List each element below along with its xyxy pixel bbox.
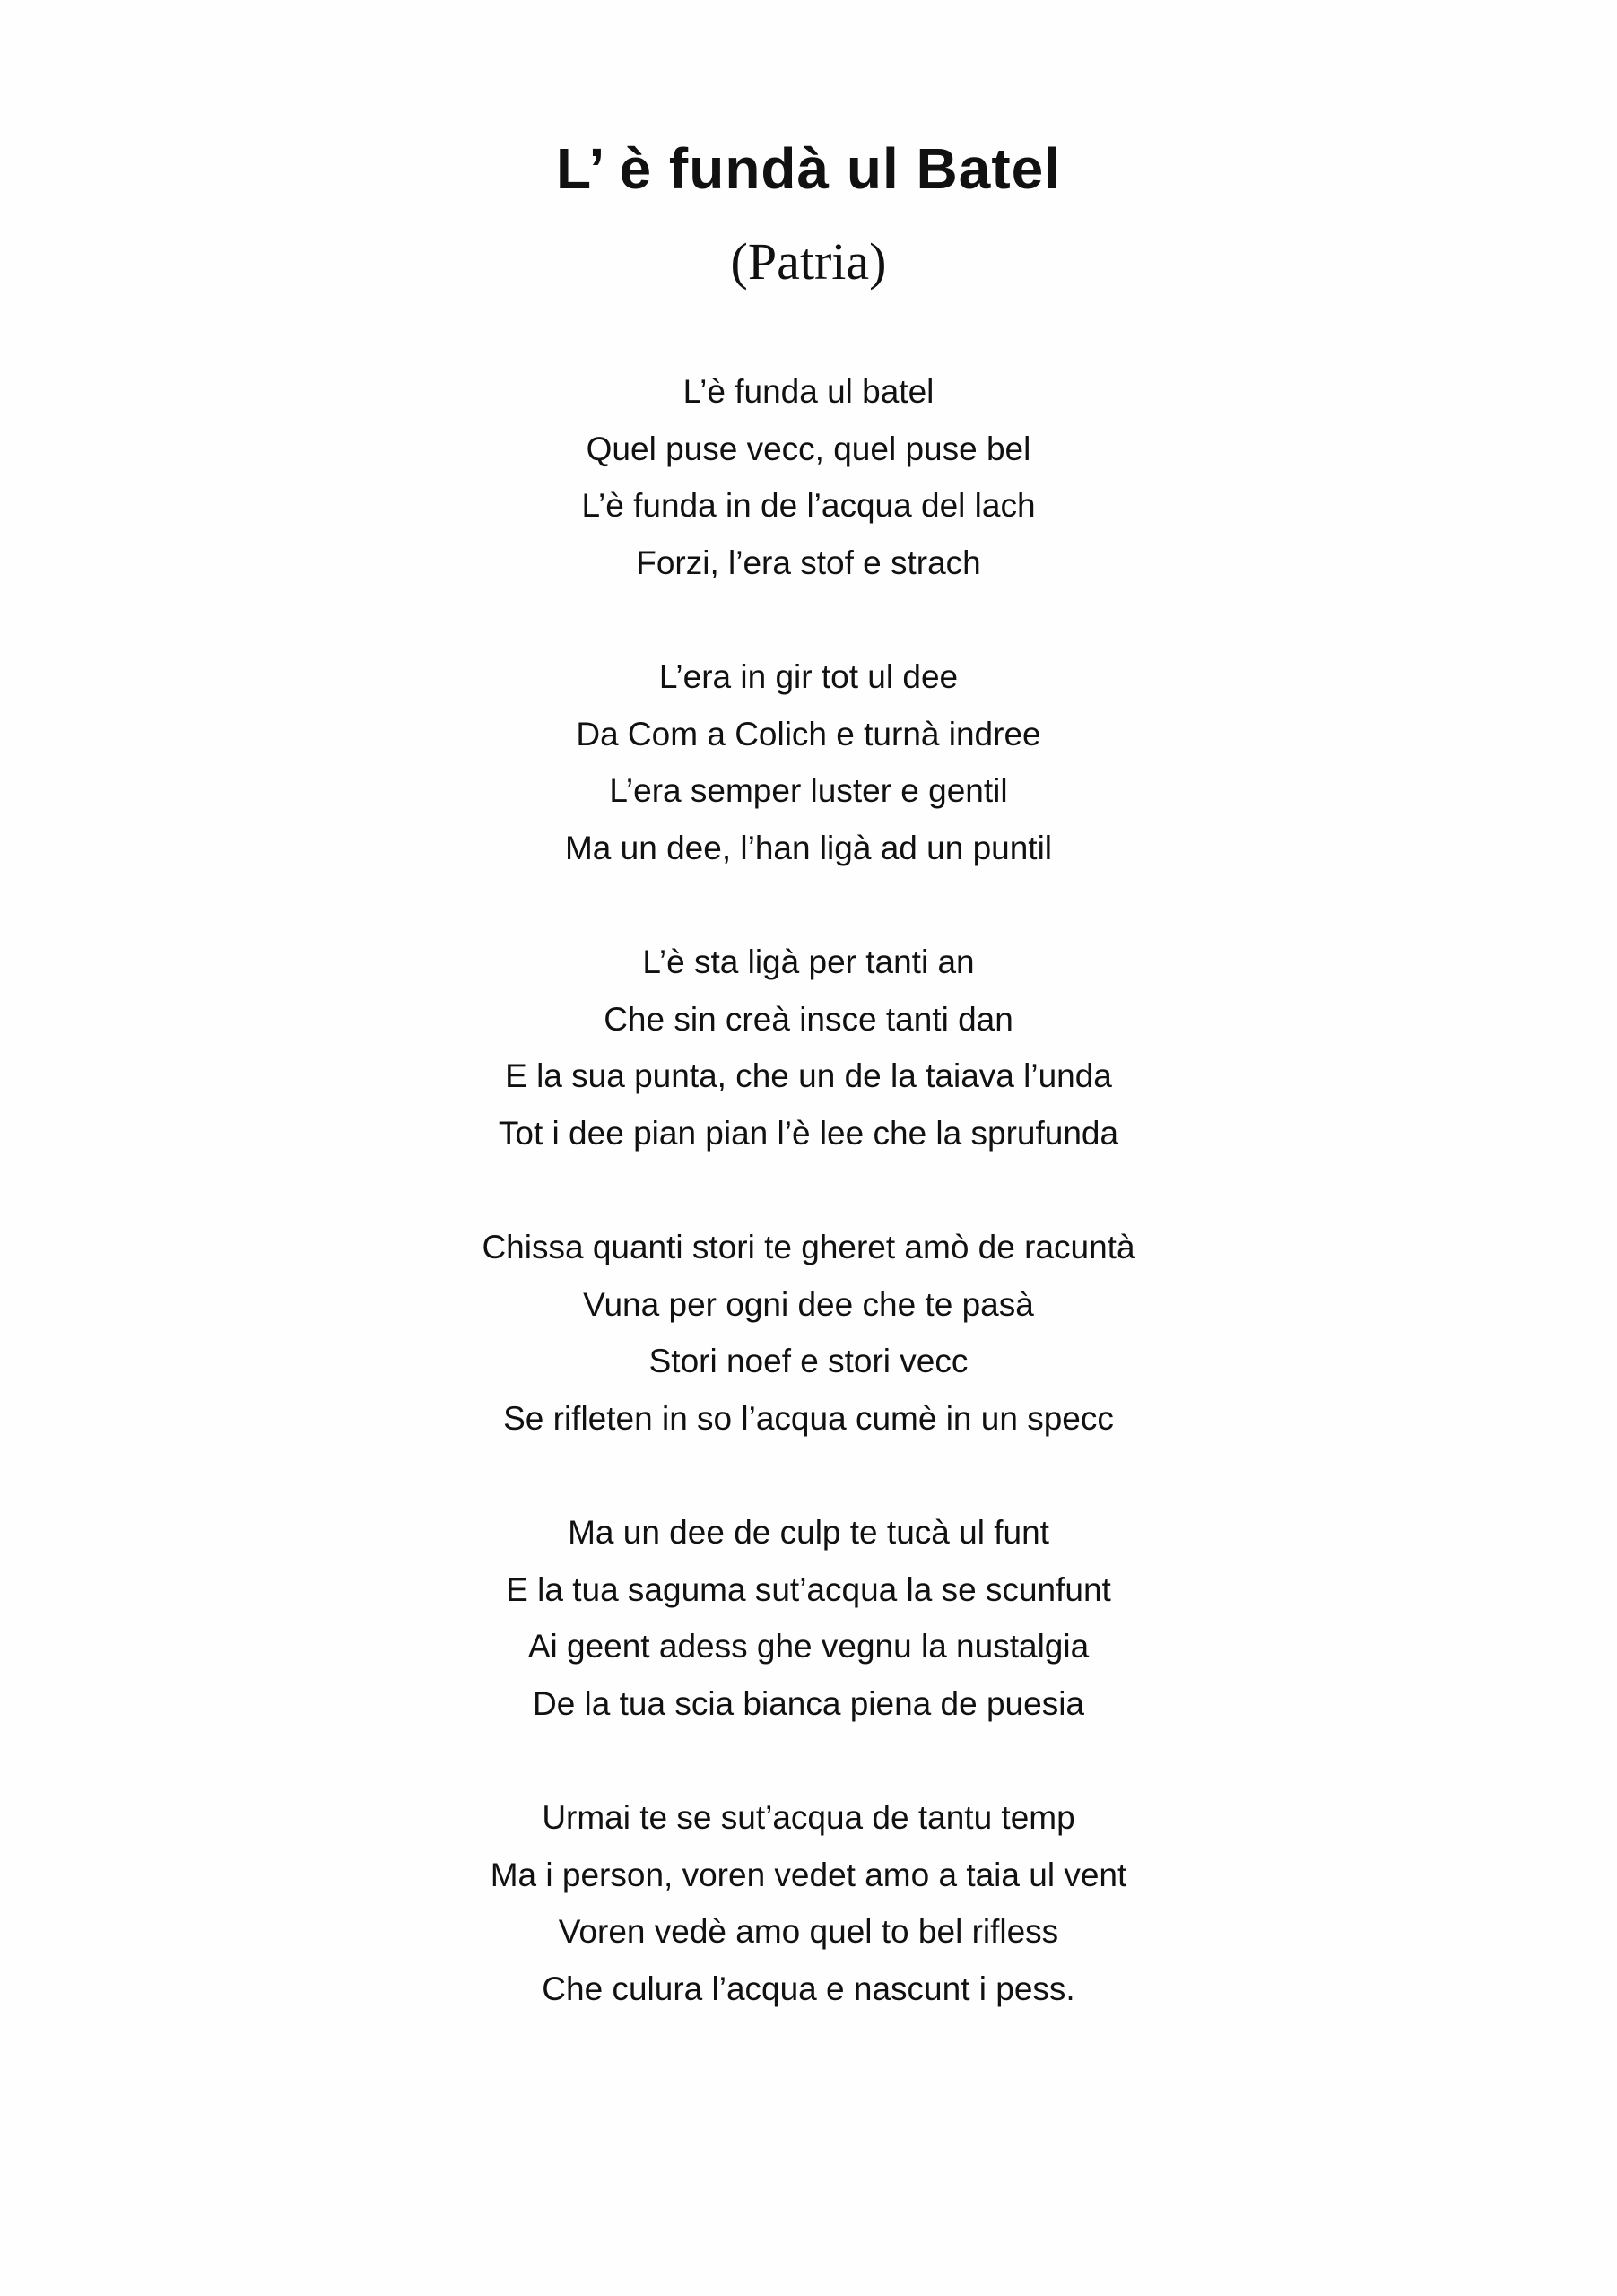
verse-line: E la tua saguma sut’acqua la se scunfunt	[506, 1570, 1111, 1608]
poem-title: L’ è fundà ul Batel	[555, 136, 1062, 201]
verse-line: Voren vedè amo quel to bel rifless	[558, 1913, 1059, 1950]
verse-line: Stori noef e stori vecc	[648, 1343, 969, 1379]
verse-line: Vuna per ogni dee che te pasà	[583, 1285, 1034, 1323]
verse-line: Chissa quanti stori te gheret amò de racuntà	[482, 1229, 1135, 1265]
verse-line: Tot i dee pian pian l’è lee che la sprufunda	[498, 1114, 1119, 1152]
verse-line: Se rifleten in so l’acqua cumè in un specc	[503, 1399, 1114, 1437]
verse-line: L’è funda ul batel	[682, 373, 935, 410]
verse-line: Ma i person, voren vedet amo a taia ul vent	[490, 1856, 1127, 1893]
verse-line: De la tua scia bianca piena de puesia	[532, 1684, 1085, 1722]
poem-subtitle: (Patria)	[730, 232, 887, 291]
verse-line: Forzi, l’era stof e strach	[636, 544, 981, 581]
verse-line: Ma un dee de culp te tucà ul funt	[568, 1514, 1049, 1551]
verse-line: L’era semper luster e gentil	[609, 772, 1008, 809]
verse-line: E la sua punta, che un de la taiava l’unda	[505, 1057, 1112, 1094]
verse-line: Da Com a Colich e turnà indree	[576, 715, 1041, 752]
verse-line: Quel puse vecc, quel puse bel	[586, 430, 1031, 467]
verse-line: L’era in gir tot ul dee	[658, 658, 959, 695]
verse-line: Che culura l’acqua e nascunt i pess.	[542, 1970, 1075, 2007]
verse-line: Ai geent adess ghe vegnu la nustalgia	[527, 1628, 1090, 1665]
verse-line: Ma un dee, l’han ligà ad un puntil	[564, 829, 1053, 866]
verse-line: Che sin creà insce tanti dan	[604, 1000, 1013, 1038]
verse-line: L’è funda in de l’acqua del lach	[581, 487, 1036, 524]
verse-line: L’è sta ligà per tanti an	[642, 944, 975, 980]
verse-line: Urmai te se sut’acqua de tantu temp	[542, 1799, 1075, 1836]
